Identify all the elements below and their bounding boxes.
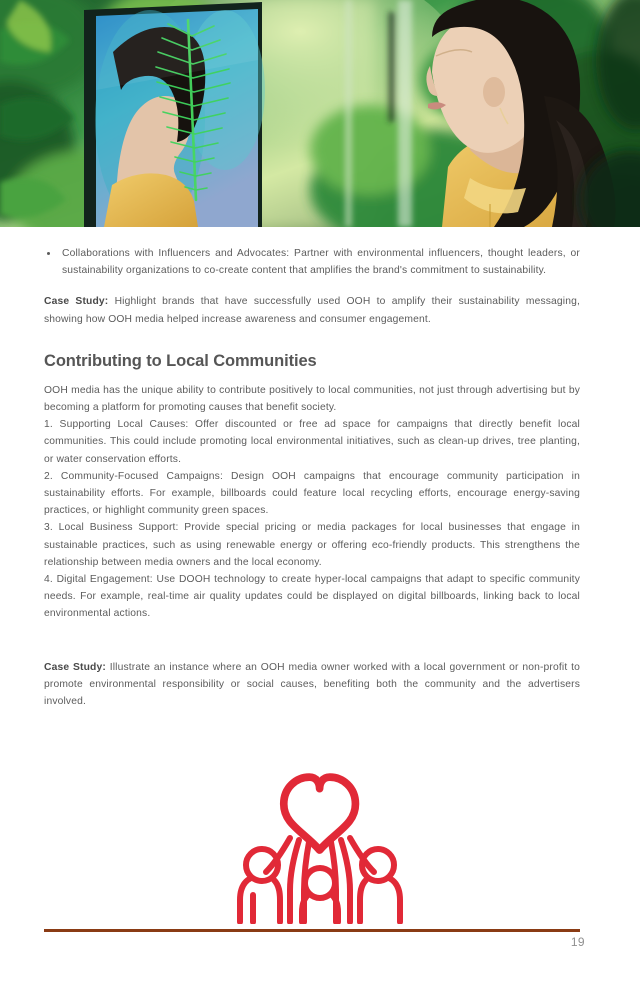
- case-study-paragraph-1: [44, 293, 580, 327]
- case-study-label: Case Study:: [44, 661, 106, 673]
- illustration-container: [0, 768, 640, 928]
- spacer: [44, 328, 580, 350]
- numbered-point-2: 2. Community-Focused Campaigns: Design OOH campaigns that encourage community participation in sustainability efforts. For example, billboards could feature local recycling efforts, encourage energy-saving practices, or highlight community green spaces.: [44, 470, 580, 517]
- case-study-paragraph-2: [44, 659, 580, 711]
- community-heart-icon: [230, 772, 410, 924]
- numbered-point-1: 1. Supporting Local Causes: Offer discounted or free ad space for campaigns that directly benefit local communities. This could include promoting local environmental initiatives, such as clean-up drives, tree planting, or water conservation efforts.: [44, 419, 580, 465]
- numbered-point-4: 4. Digital Engagement: Use DOOH technology to create hyper-local campaigns that adapt to specific community needs. For example, real-time air quality updates could be displayed on digital billboards, linking back to local environmental actions.: [44, 574, 580, 620]
- list-item: [44, 245, 580, 279]
- numbered-point-3: 3. Local Business Support: Provide special pricing or media packages for local businesses that engage in sustainable practices, such as using renewable energy or offering eco-friendly products. This strengthens the relationship between media owners and the local economy.: [44, 522, 580, 568]
- section-heading: Contributing to Local Communities: [44, 351, 317, 370]
- hero-image: [0, 0, 640, 227]
- case-study-text: Highlight brands that have successfully used OOH to amplify their sustainability messaging, showing how OOH media helped increase awareness and consumer engagement.: [44, 296, 580, 325]
- footer-divider: [44, 929, 580, 932]
- bullet-list: [44, 245, 580, 279]
- case-study-text: Illustrate an instance where an OOH media owner worked with a local government or non-profit to promote environmental responsibility or social causes, benefiting both the community and the advertisers involved.: [44, 661, 580, 708]
- page-number: 19: [570, 935, 585, 949]
- bullet-dot-icon: [47, 252, 50, 255]
- spacer: [44, 279, 580, 293]
- intro-paragraph: OOH media has the unique ability to contribute positively to local communities, not just through advertising but by becoming a platform for promoting causes that benefit society.: [44, 384, 580, 414]
- case-study-label: Case Study:: [44, 296, 109, 308]
- list-item-text: Collaborations with Influencers and Advocates: Partner with environmental influencers, thought leaders, or sustainability organizations to co-create content that amplifies the brand's commitment to sustainability.: [62, 248, 580, 277]
- spacer: [44, 623, 580, 659]
- hero-image-artwork: [0, 0, 640, 227]
- spacer: [44, 372, 580, 382]
- document-content: [44, 245, 580, 710]
